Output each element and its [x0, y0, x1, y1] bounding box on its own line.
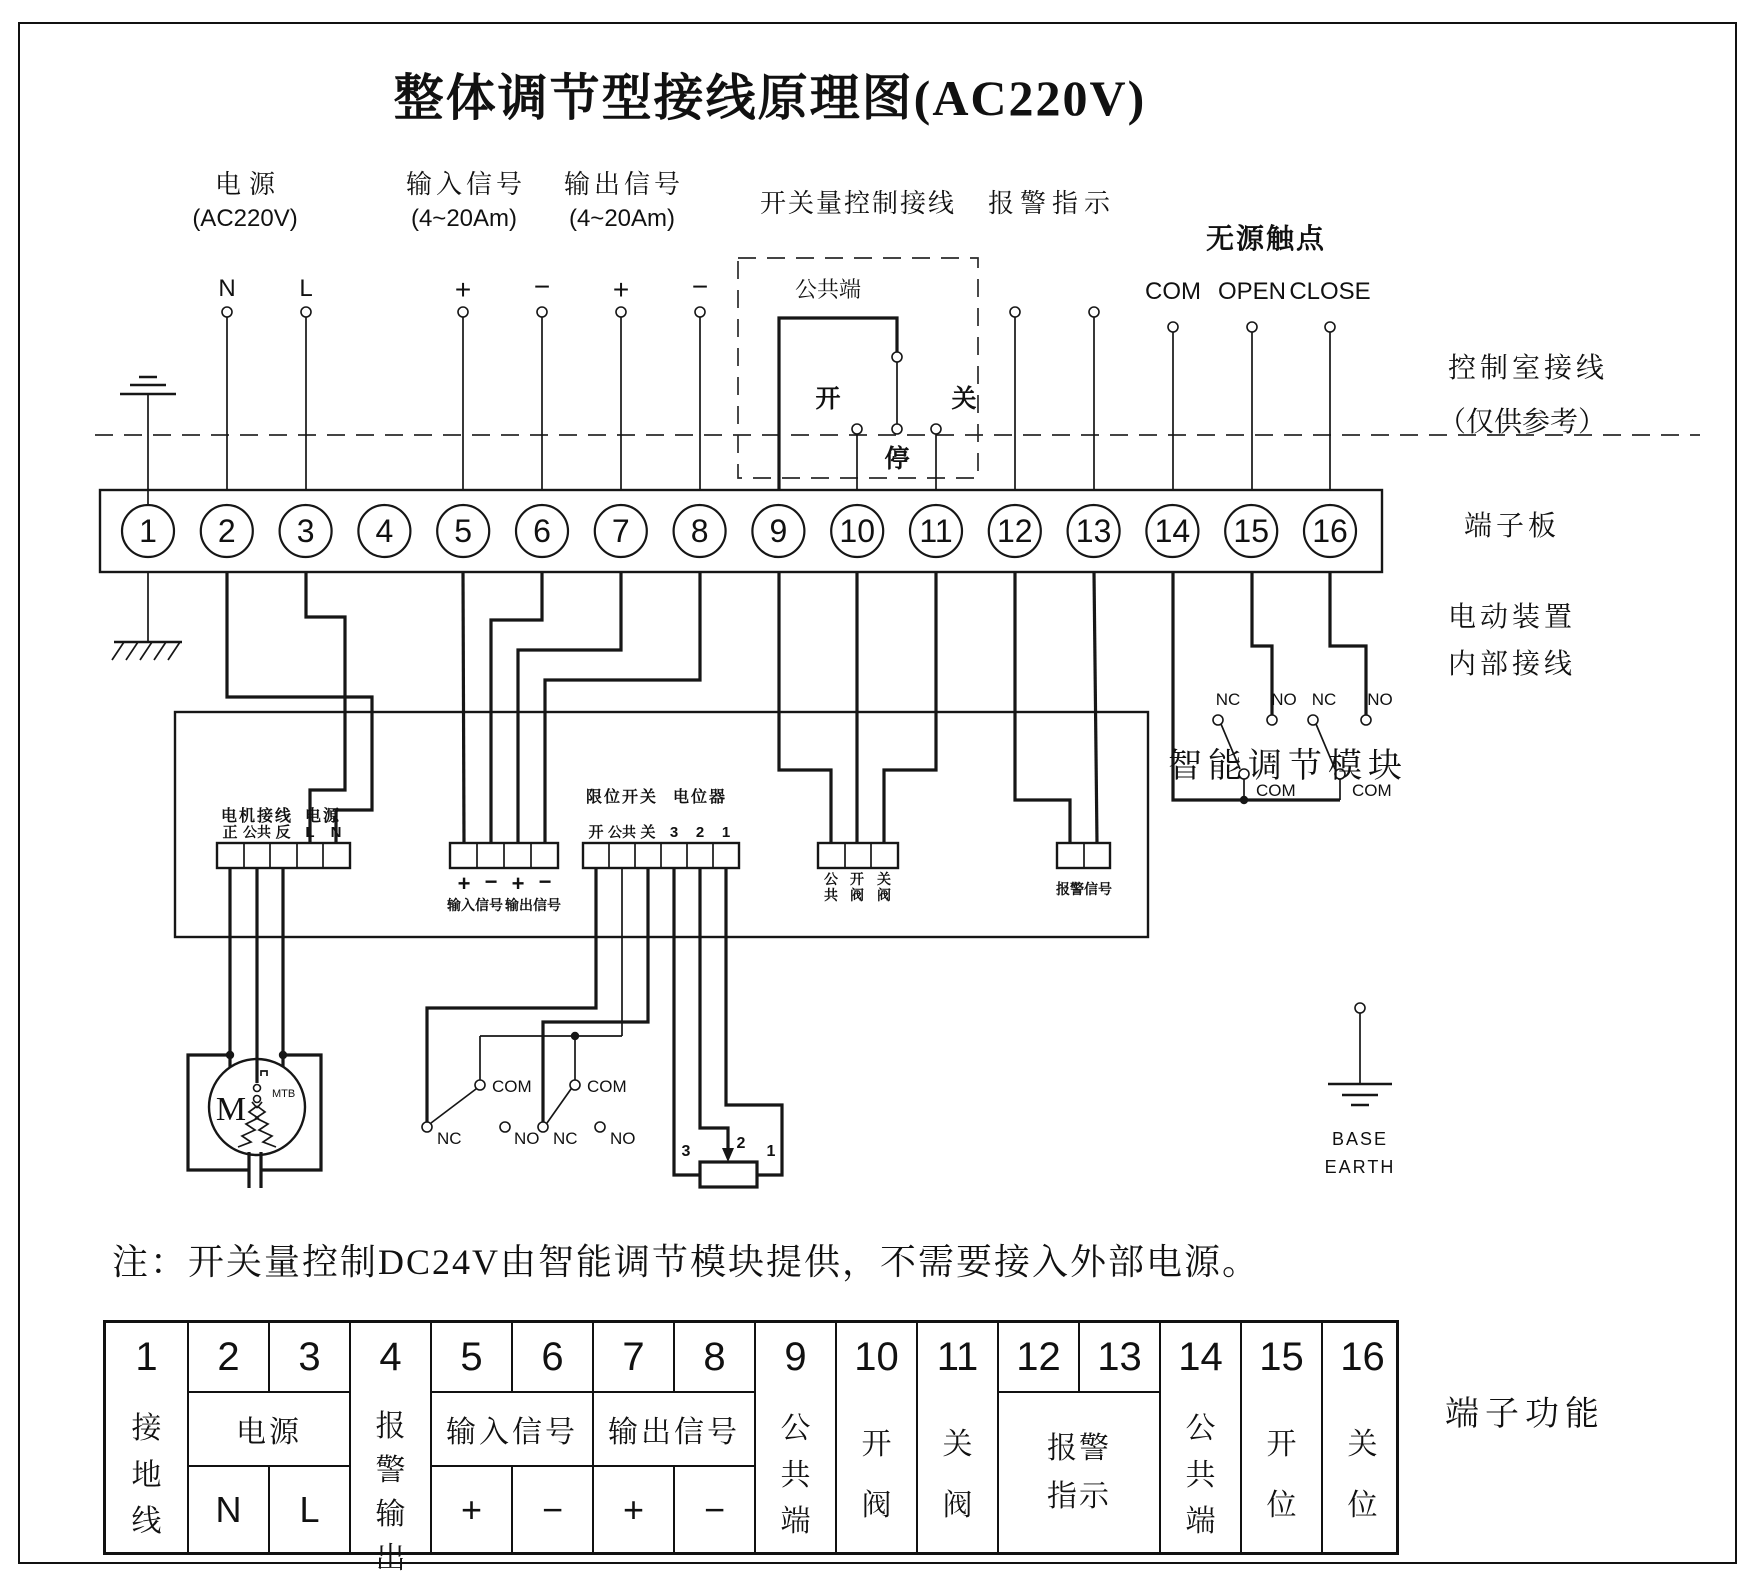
fb-no1-label: NO [1271, 690, 1297, 709]
input-minus: − [533, 271, 551, 302]
module-n-label: N [330, 824, 342, 841]
terminal-number-16: 16 [1312, 513, 1348, 549]
earth-label: EARTH [1324, 1157, 1396, 1177]
terminal-number-14: 14 [1154, 513, 1191, 549]
module-in-minus: − [484, 869, 498, 894]
pot2-label: 2 [695, 824, 705, 841]
table-group-4 [349, 1323, 430, 1575]
terminal-number-9: 9 [769, 513, 788, 549]
table-num-6: 6 [511, 1323, 592, 1391]
table-num-8: 8 [673, 1323, 754, 1391]
valve-open-label: 开阀 [850, 871, 864, 904]
terminal-number-4: 4 [375, 513, 394, 549]
common-end-label: 公共端 [794, 277, 862, 302]
motor-common-label: 公共 [243, 824, 271, 840]
table-num-14: 14 [1178, 1334, 1223, 1379]
limit-open-label: 开 [588, 824, 604, 841]
table-value-3: L [268, 1467, 349, 1552]
table-group-11 [916, 1323, 997, 1552]
module-in-plus: + [457, 871, 471, 896]
l-label: L [299, 275, 313, 302]
device-label-1: 电动装置 [1448, 601, 1577, 632]
table-label-11: 关 阀 [942, 1427, 973, 1523]
table-label-1: 接 地 线 [131, 1412, 162, 1538]
fb-nc2-label: NC [1311, 690, 1337, 709]
fb-com2-label: COM [1352, 781, 1392, 800]
table-num-2: 2 [217, 1334, 240, 1379]
pot-label: 电位器 [672, 789, 728, 806]
terminal-number-6: 6 [533, 513, 551, 549]
pot3-label: 3 [669, 824, 679, 841]
terminal-number-8: 8 [690, 513, 709, 549]
terminal-number-10: 10 [839, 513, 875, 549]
internal-wires [112, 572, 1366, 843]
table-group-2-3 [187, 1323, 349, 1552]
device-label-2: 内部接线 [1448, 648, 1577, 679]
table-num-4: 4 [379, 1334, 402, 1379]
table-value-8: − [673, 1467, 754, 1552]
table-group-7-8 [592, 1323, 754, 1552]
diagram-title: 整体调节型接线原理图(AC220V) [393, 70, 1147, 126]
table-label-14: 公 共 端 [1185, 1412, 1216, 1538]
mtb-label: MTB [272, 1088, 296, 1100]
table-num-1: 1 [135, 1334, 158, 1379]
terminal-number-15: 15 [1233, 513, 1269, 549]
module-out-plus: + [511, 871, 525, 896]
output-range-label: (4~20Am) [568, 205, 676, 232]
n-label: N [218, 275, 236, 302]
potentiometer-wiring [674, 868, 782, 1187]
table-group-15 [1240, 1323, 1321, 1552]
table-num-5: 5 [460, 1334, 483, 1379]
terminal-circles [122, 505, 1356, 557]
open-en-label: OPEN [1217, 278, 1287, 305]
module-out-sig-label: 输出信号 [505, 897, 561, 913]
pot1-label: 1 [721, 824, 731, 841]
terminal-function-table [103, 1320, 1399, 1575]
table-label-2-3: 电源 [189, 1393, 349, 1467]
table-group-10 [835, 1323, 916, 1552]
table-label-15: 开 位 [1266, 1427, 1297, 1523]
table-num-16: 16 [1340, 1334, 1385, 1379]
table-label-5-6: 输入信号 [432, 1393, 592, 1467]
base-label: BASE [1331, 1129, 1389, 1149]
terminal-number-5: 5 [454, 513, 473, 549]
table-label-4: 报 警 输 出 [375, 1410, 406, 1575]
motor-assembly [188, 868, 321, 1188]
table-label-7-8: 输出信号 [594, 1393, 754, 1467]
table-value-2: N [215, 1488, 242, 1530]
table-num-12: 12 [1016, 1334, 1061, 1379]
fb-no2-label: NO [1367, 690, 1393, 709]
table-num-7: 7 [622, 1334, 645, 1379]
terminal-function-label: 端子功能 [1445, 1395, 1605, 1433]
motor-wiring-label: 电机接线 [220, 808, 294, 825]
limit-com1-label: COM [492, 1077, 532, 1096]
table-value-6: − [511, 1467, 592, 1552]
module-power-label: 电源 [304, 808, 342, 825]
table-group-16 [1321, 1323, 1402, 1552]
output-minus: − [691, 271, 709, 302]
close-en-label: CLOSE [1289, 278, 1371, 305]
pot-term2-label: 2 [736, 1135, 746, 1152]
output-plus: + [612, 274, 630, 305]
table-label-16: 关 位 [1347, 1427, 1378, 1523]
limit-nc2-label: NC [553, 1129, 578, 1148]
table-num-15: 15 [1259, 1334, 1304, 1379]
limit-close-label: 关 [640, 824, 656, 841]
motor-m-label: M [215, 1091, 247, 1128]
power-label: 电源 [214, 169, 284, 199]
limit-nc1-label: NC [437, 1129, 462, 1148]
terminal-number-13: 13 [1075, 513, 1112, 549]
table-num-3: 3 [268, 1323, 349, 1391]
module-l-label: L [305, 824, 315, 841]
power-sub-label: (AC220V) [192, 205, 298, 232]
output-signal-label: 输出信号 [563, 169, 685, 199]
smart-module-label: 智能调节模块 [1168, 747, 1408, 785]
terminal-board-label: 端子板 [1464, 510, 1561, 541]
switch-control-label: 开关量控制接线 [759, 188, 957, 218]
table-label-9: 公 共 端 [780, 1412, 811, 1538]
table-group-12-13 [997, 1323, 1159, 1552]
table-num-10: 10 [854, 1334, 899, 1379]
control-room-label-2: （仅供参考） [1438, 406, 1607, 437]
table-group-14 [1159, 1323, 1240, 1552]
limit-no2-label: NO [610, 1129, 636, 1148]
terminal-number-7: 7 [611, 513, 630, 549]
selector-close-label: 关 [951, 385, 977, 413]
terminal-number-1: 1 [139, 513, 157, 549]
table-group-9 [754, 1323, 835, 1552]
earth-symbol-top [120, 377, 176, 505]
terminal-number-3: 3 [296, 513, 315, 549]
alarm-indicator-label: 报警指示 [987, 188, 1117, 218]
limit-common-label: 公共 [608, 824, 636, 840]
pot-term3-label: 3 [681, 1143, 691, 1160]
terminal-number-11: 11 [919, 513, 953, 549]
table-value-5: + [460, 1488, 483, 1530]
table-group-1 [106, 1323, 187, 1552]
table-label-12-13: 报警指示 [1047, 1431, 1111, 1513]
input-signal-label: 输入信号 [405, 169, 527, 199]
com-label: COM [1145, 278, 1201, 305]
selector-open-label: 开 [815, 385, 841, 413]
dry-contact-label: 无源触点 [1205, 223, 1327, 254]
selector-stop-label: 停 [884, 445, 910, 473]
module-out-minus: − [538, 869, 552, 894]
terminal-number-12: 12 [997, 513, 1033, 549]
table-num-13: 13 [1078, 1323, 1159, 1391]
input-plus: + [454, 274, 472, 305]
control-room-label-1: 控制室接线 [1448, 352, 1609, 383]
input-range-label: (4~20Am) [410, 205, 518, 232]
table-num-11: 11 [936, 1334, 979, 1379]
table-label-10: 开 阀 [861, 1427, 892, 1523]
pot-term1-label: 1 [766, 1143, 776, 1160]
ccw-label: 反 [275, 824, 291, 841]
terminal-number-2: 2 [217, 513, 236, 549]
valve-close-label: 关阀 [877, 871, 891, 904]
alarm-signal-label: 报警信号 [1056, 881, 1112, 897]
fb-com1-label: COM [1256, 781, 1296, 800]
fb-nc1-label: NC [1215, 690, 1241, 709]
table-group-5-6 [430, 1323, 592, 1552]
base-earth-symbol [1328, 1003, 1392, 1105]
limit-com2-label: COM [587, 1077, 627, 1096]
note-text: 注：开关量控制DC24V由智能调节模块提供，不需要接入外部电源。 [112, 1242, 1261, 1282]
valve-common-label: 公共 [824, 871, 838, 904]
cw-label: 正 [222, 824, 238, 841]
table-num-9: 9 [784, 1334, 807, 1379]
module-in-sig-label: 输入信号 [447, 897, 503, 913]
open-stop-close-selector [779, 318, 941, 490]
limit-switch-label: 限位开关 [585, 789, 659, 806]
limit-no1-label: NO [514, 1129, 540, 1148]
table-value-7: + [622, 1488, 645, 1530]
